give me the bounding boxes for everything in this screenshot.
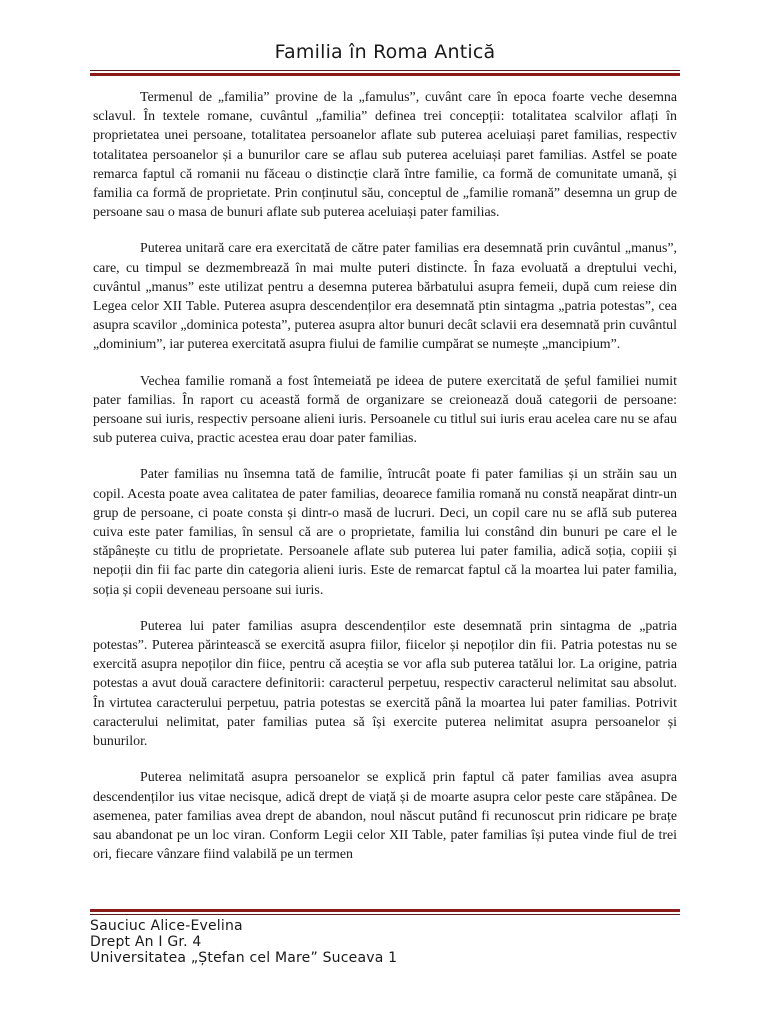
document-body (93, 88, 677, 900)
paragraph: Puterea nelimitată asupra persoanelor se explică prin faptul că pater familias avea asupra descendenților ius vitae necisque, adică drept de viață și de moarte asupra celor peste care stăpânea. De asemenea, pater familias avea drept de abandon, noul născut putând fi recunoscut prin ridicare pe brațe sau abandonat pe un loc viran. Conform Legii celor XII Table, pater familias își putea vinde fiul de trei ori, fiecare vânzare fiind valabilă pe un termen (93, 770, 677, 863)
paragraph: Puterea lui pater familias asupra descendenților este desemnată prin sintagma de „patria potestas”. Puterea părintească se exercită asupra fiilor, fiicelor și nepoților din fii. Patria potestas nu se exercită asupra nepoților din fiice, pentru că aceștia se vor afla sub puterea tatălui lor. La origine, patria potestas a avut două caractere definitorii: caracterul perpetuu, respectiv caracterul nelimitat sau absolut. În virtutea caracterului perpetuu, patria potestas se exercită până la moartea lui pater familias. Potrivit caracterului nelimitat, pater familias putea să își exercite puterea nelimitat asupra persoanelor și bunurilor. (93, 618, 677, 750)
footer-author: Sauciuc Alice-Evelina (90, 918, 243, 934)
paragraph: Puterea unitară care era exercitată de către pater familias era desemnată prin cuvântul „manus”, care, cu timpul se dezmembrează în mai multe puteri distincte. În faza evoluată a dreptului vechi, cuvântul „manus” este utilizat pentru a desemna puterea bărbatului asupra femeii, după cum reiese din Legea celor XII Table. Puterea asupra descendenților era desemnată ptin sintagma „patria potestas”, cea asupra scavilor „dominica potesta”, puterea asupra altor bunuri decât sclavii era desemnată prin cuvântul „dominium”, iar puterea exercitată asupra fiului de familie cumpărat se numește „mancipium”. (93, 241, 677, 353)
footer-university: Universitatea „Ștefan cel Mare” Suceava 1 (90, 950, 398, 966)
header-divider (90, 70, 680, 76)
paragraph: Termenul de „familia” provine de la „famulus”, cuvânt care în epoca foarte veche desemna sclavul. În textele romane, cuvântul „familia” definea trei concepții: totalitatea scalvilor aflați în proprietatea unei persoane, totalitatea persoanelor aflate sub puterea aceluiași paret familias, respectiv totalitatea persoanelor și a bunurilor care se aflau sub puterea aceluiași paret familias. Astfel se poate remarca faptul că romanii nu făceau o distincție clară între familie, ca formă de comunitate umană, și familia ca formă de proprietate. Prin conținutul său, conceptul de „familie romană” desemna un grup de persoane sau o masa de bunuri aflate sub puterea aceluiași pater familias. (93, 90, 677, 221)
page-footer (90, 918, 690, 966)
paragraph: Pater familias nu însemna tată de familie, întrucât poate fi pater familias și un străin sau un copil. Acesta poate avea calitatea de pater familias, deoarece familia romană nu constă neapărat dintr-un grup de persoane, ci poate consta și dintr-o masă de lucruri. Deci, un copil care nu se află sub puterea cuiva este pater familias, în sensul că are o proprietate, familia lui constând din bunuri pe care el le stăpânește cu titlu de proprietate. Persoanele aflate sub puterea lui pater familia, adică soția, copiii și nepoții din fii fac parte din categoria alieni iuris. Este de remarcat faptul că la moartea lui pater familia, soția și copii deveneau persoane sui iuris. (93, 467, 677, 598)
paragraph: Vechea familie romană a fost întemeiată pe ideea de putere exercitată de șeful familiei numit pater familias. În raport cu această formă de organizare se creionează două categorii de persoane: persoane sui iuris, respectiv persoane alieni iuris. Persoanele cu titlul sui iuris erau acelea care nu se afau sub puterea cuiva, practic acestea erau doar pater familias. (93, 373, 677, 447)
page-title: Familia în Roma Antică (274, 41, 496, 63)
footer-group: Drept An I Gr. 4 (90, 934, 202, 950)
footer-divider (90, 909, 680, 915)
